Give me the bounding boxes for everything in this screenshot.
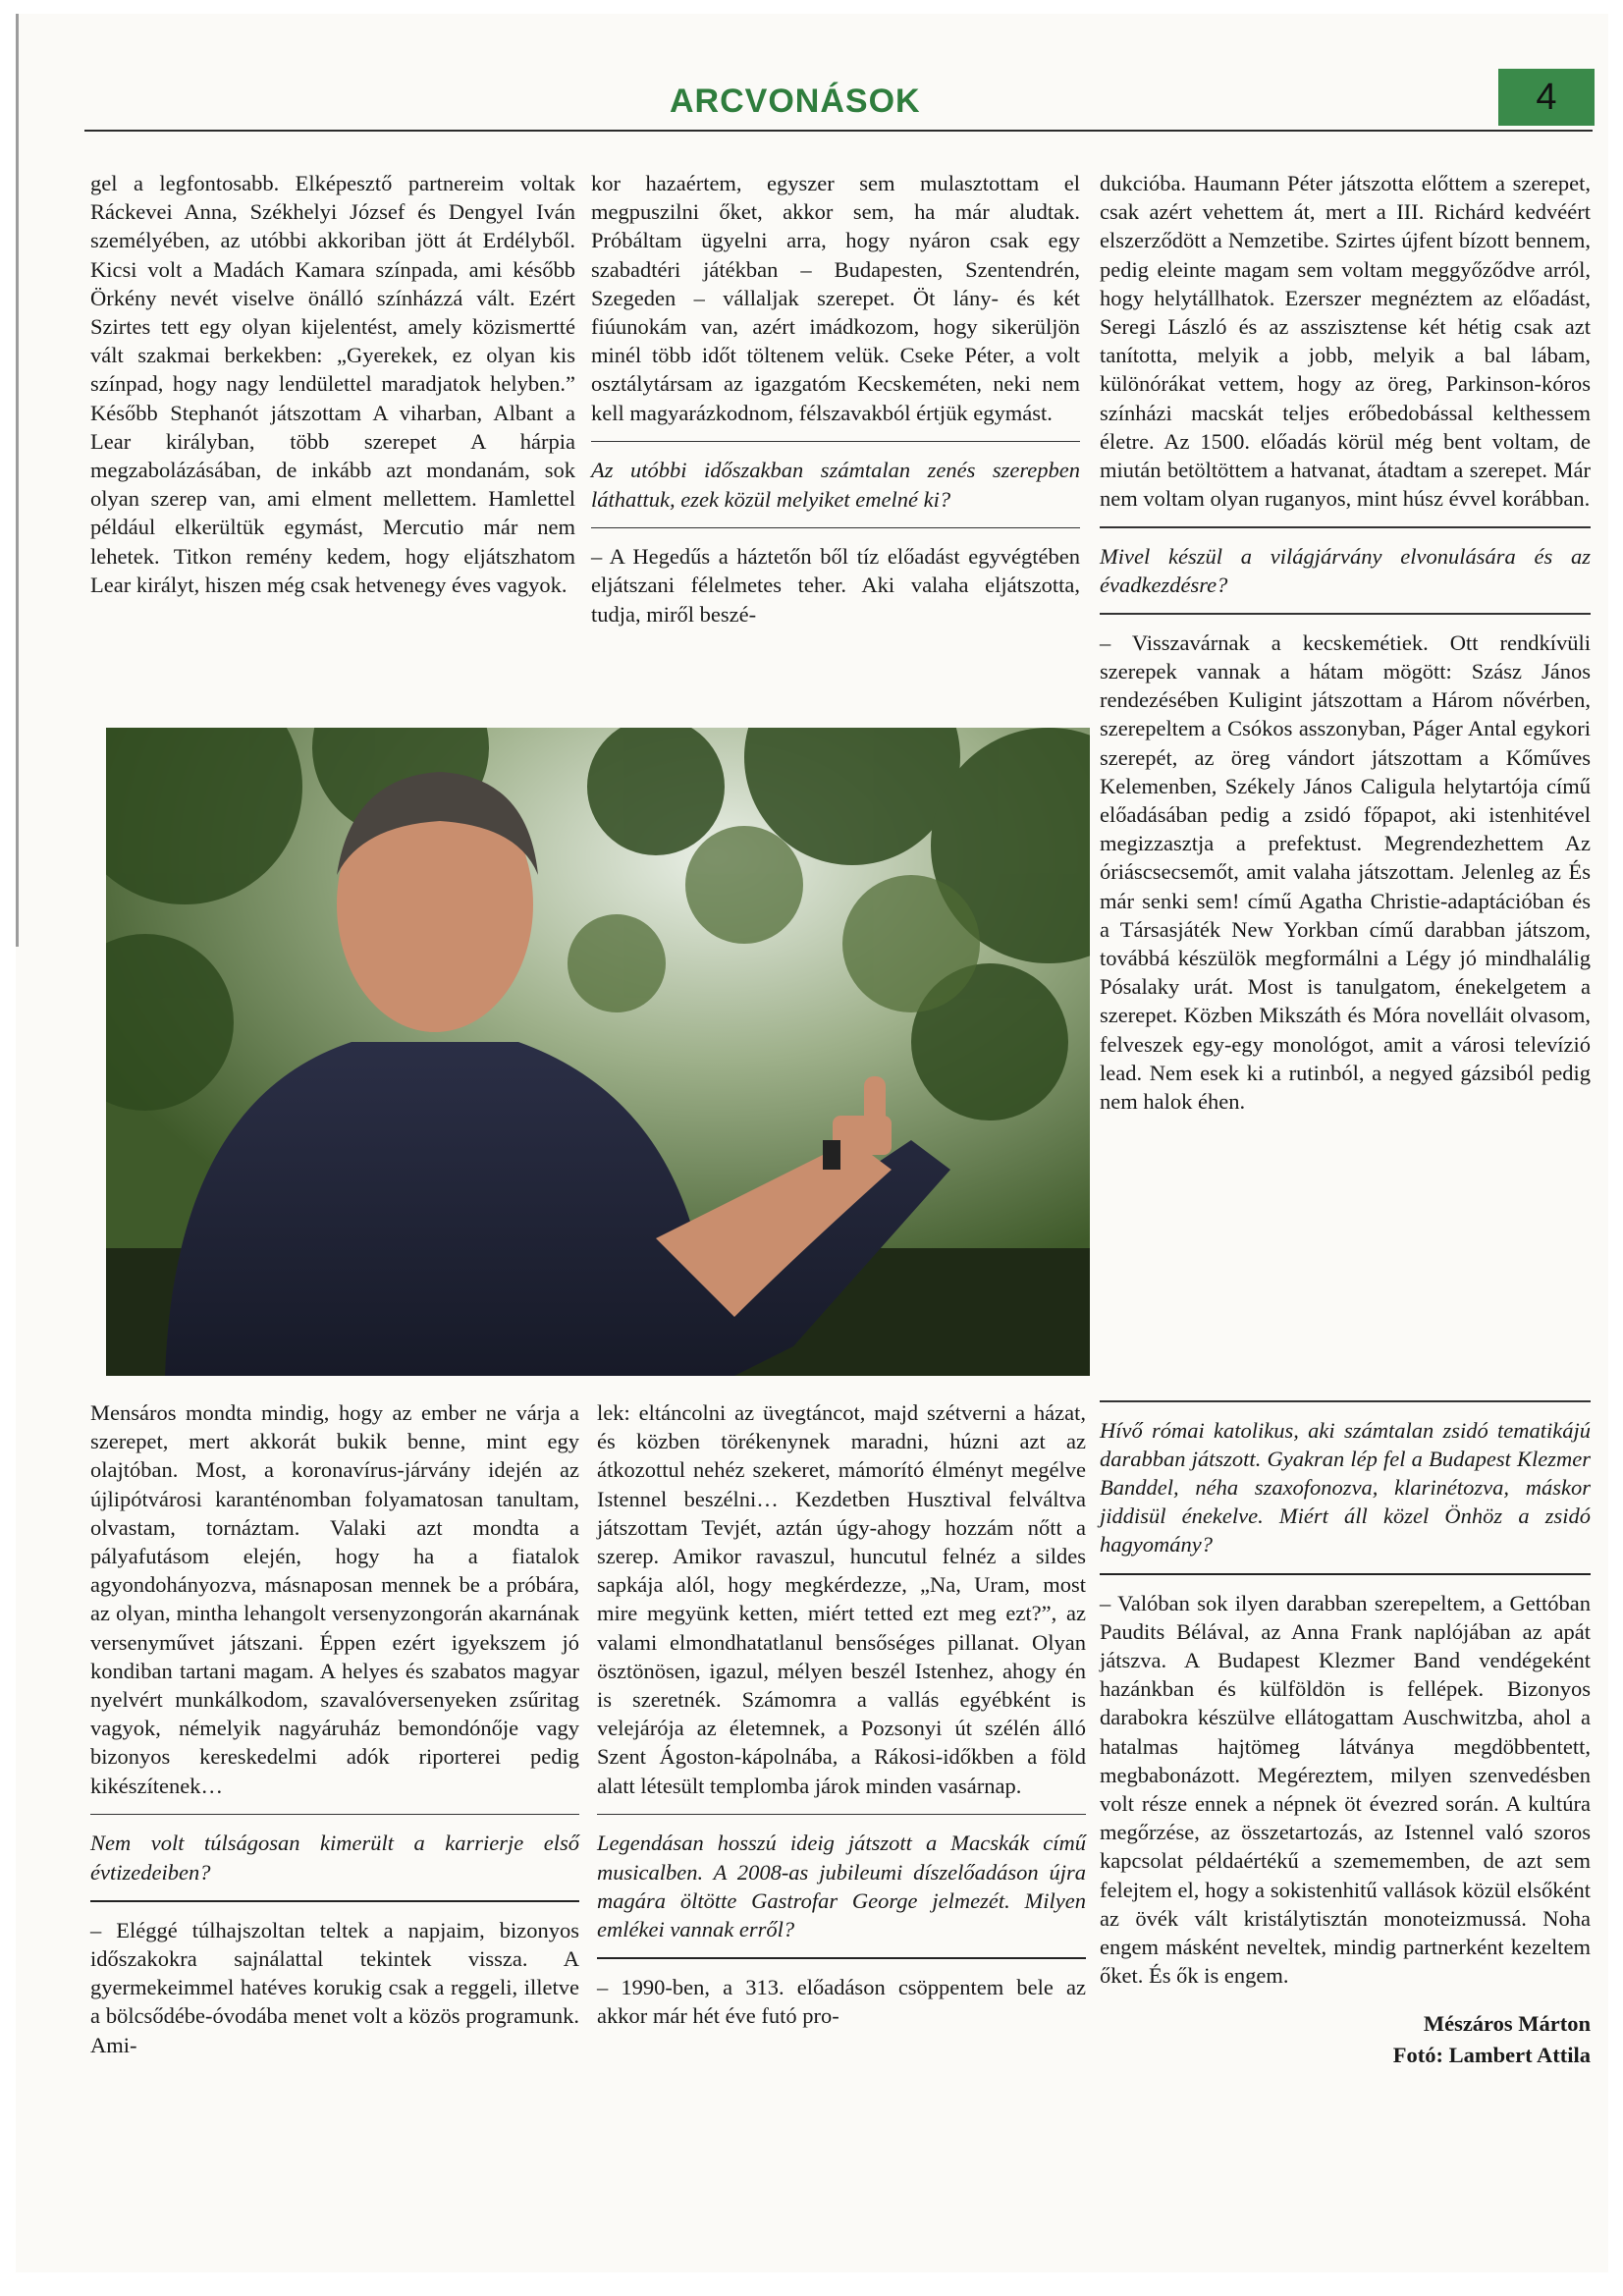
divider [90, 1814, 579, 1816]
paragraph: – A Hegedűs a háztetőn ből tíz előadást egyvégtében eljátszani félelmetes teher. Aki valaha eljátszotta, tudja, miről beszé- [591, 544, 1080, 627]
column-1-top [90, 169, 575, 599]
author-name: Mészáros Márton [1423, 2011, 1591, 2037]
divider [90, 1900, 579, 1902]
divider [591, 527, 1080, 529]
column-1-bottom [90, 1398, 579, 2059]
page-number: 4 [1498, 69, 1595, 126]
interview-question: Mivel készül a világjárvány elvonulására és az évadkezdésre? [1100, 543, 1591, 598]
man-gesturing-thumb-photo [106, 728, 1090, 1376]
interview-question: Legendásan hosszú ideig játszott a Macskák című musicalben. A 2008-as jubileumi díszelőadáson újra magára öltötte Gastrofar George jelmezét. Milyen emlékei vannak erről? [597, 1831, 1086, 1941]
divider [591, 441, 1080, 443]
column-2-top [591, 169, 1080, 629]
paragraph: – Valóban sok ilyen darabban szerepeltem, a Gettóban Paudits Bélával, az Anna Frank naplójában az apát játszva. A Budapest Klezmer Band vendégeként hazánkban és külföldön is fellépek. Bizonyos darabokra készülve ellátogattam Auschwitzba, ahol a hatalmas hajtömeg látványa megdöbbentett, megbabonázott. Megéreztem, milyen szenvedésben volt része ennek a népnek öt évezred során. A kultúra megőrzése, az összetartozás, az Istennel való szoros kapcsolat példaértékű a szemememben, de azt sem felejtem el, hogy a sokistenhitű vallások közül elsőként az övék vált kristálytisztán monoteizmussá. Noha engem másként neveltek, mindig partnerként kezeltem őket. És ők is engem. [1100, 1590, 1591, 1989]
divider [1100, 1573, 1591, 1575]
divider [1100, 526, 1591, 528]
scan-edge [16, 14, 19, 947]
paragraph: – 1990-ben, a 313. előadáson csöppentem bele az akkor már hét éve futó pro- [597, 1975, 1086, 2029]
interview-question: Nem volt túlságosan kimerült a karrierje első évtizedeiben? [90, 1831, 579, 1885]
paragraph: – Visszavárnak a kecskemétiek. Ott rendkívüli szerepek vannak a hátam mögött: Szász János rendezésében Kuligint játszottam a Három nővérben, szerepeltem a Csókos asszonyban, Páger Antal egykori szerepét, az öreg vándort játszottam a Kőműves Kelemenben, Székely János Caligula helytartója című előadásában pedig a zsidó főpapot, aki istenhitével megizzasztja a prefektust. Megrendezhettem Az óriáscsecsemőt, amit valaha játszottam. Jelenleg az És már senki sem! című Agatha Christie-adaptációban és a Társasjáték New Yorkban című darabban játszom, továbbá készülök megformálni a Légy jó mindhalálig Pósalaky urát. Most is tanulgatom, énekelgetem a szerepet. Közben Mikszáth és Móra novelláit olvasom, felveszek egy-egy monológot, amit a városi televízió lead. Nem esek ki a rutinból, a negyed gázsiból pedig nem halok éhen. [1100, 629, 1591, 1115]
paragraph: Mensáros mondta mindig, hogy az ember ne várja a szerepet, mert akkorát bukik benne, mint egy olajtóban. Most, a koronavírus-járvány idején az újlipótvárosi karanténomban folyamatosan tanultam, olvastam, tornáztam. Valaki azt mondta a pályafutásom elején, hogy ha a fiatalok agyondohányozva, másnaposan mennek be a próbára, az olyan, mintha lehangolt versenyzongorán akarnának versenyművet játszani. Éppen ezért igyekszem jó kondiban tartani magam. A helyes és szabatos magyar nyelvért munkálkodom, szavalóversenyeken zsűritag vagyok, némelyik nagyáruház bemondónője vagy bizonyos kereskedelmi adók riporterei pedig kikészítenek… [90, 1400, 579, 1798]
header-rule [84, 130, 1593, 132]
column-2-bottom [597, 1398, 1086, 2031]
divider [597, 1814, 1086, 1816]
column-3-top [1100, 169, 1591, 1116]
divider [1100, 613, 1591, 615]
paragraph: lek: eltáncolni az üvegtáncot, majd szétverni a házat, és közben törékenynek maradni, húzni azt az átkozottul nehéz szekeret, mámorító élményt megélve Istennel beszélni… Kezdetben Husztival felváltva játszottam Tevjét, aztán úgy-ahogy hozzám nőtt a szerep. Amikor ravaszul, huncutul felnéz a sildes sapkája alól, hogy megkérdezze, „Na, Uram, most mire megyünk ketten, miért tetted ezt meg ezt?”, az valami elmondhatatlanul bensőséges pillanat. Olyan ösztönösen, igazul, mélyen beszél Istenhez, ahogy én is szeretnék. Számomra a vallás egyébként is velejárója az életemnek, a Pozsonyi út szélén álló Szent Ágoston-kápolnába, a Rákosi-időkben a föld alatt létesült templomba járok minden vasárnap. [597, 1400, 1086, 1798]
column-3-bottom [1100, 1387, 1591, 2069]
paragraph: gel a legfontosabb. Elképesztő partnereim voltak Ráckevei Anna, Székhelyi József és Dengyel Iván személyében, az utóbbi akkoriban jött át Erdélyből. Kicsi volt a Madách Kamara színpada, ami később Örkény nevét viselve önálló színházzá vált. Ezért Szirtes tett egy olyan kijelentést, amely közismertté vált szakmai berkekben: „Gyerekek, ez olyan kis színpad, hogy nagy lendülettel maradjatok helyben.” Később Stephanót játszottam A viharban, Albant a Lear királyban, több szerepet A hárpia megzabolázásában, de inkább azt mondanám, sok olyan szerep van, ami elment mellettem. Hamlettel például elkerültük egymást, Mercutio már nem lehetek. Titkon remény kedem, hogy eljátszhatom Lear királyt, hiszen még csak hetvenegy éves vagyok. [90, 171, 575, 597]
photo-credit: Fotó: Lambert Attila [1392, 2042, 1591, 2067]
interview-question: Az utóbbi időszakban számtalan zenés szerepben láthattuk, ezek közül melyiket emelné ki? [591, 458, 1080, 512]
newspaper-page [16, 14, 1608, 2272]
paragraph: kor hazaértem, egyszer sem mulasztottam el megpuszilni őket, akkor sem, ha már aludtak. Próbáltam ügyelni arra, hogy nyáron csak egy szabadtéri játékban – Budapesten, Szentendrén, Szegeden – vállaljak szerepet. Öt lány- és két fiúunokám van, azért imádkozom, hogy sikerüljön minél több időt töltenem velük. Cseke Péter, a volt osztálytársam az igazgatóm Kecskeméten, neki nem kell magyarázkodnom, félszavakból értjük egymást. [591, 171, 1080, 425]
section-title: ARCVONÁSOK [670, 82, 921, 120]
paragraph: – Eléggé túlhajszoltan teltek a napjaim, bizonyos időszakokra sajnálattal tekintek vissza. A gyermekeimmel hatéves korukig csak a reggeli, illetve a bölcsődébe-óvodába menet volt a közös programunk. Ami- [90, 1917, 579, 2057]
photo-illustration [106, 728, 1090, 1376]
interview-question: Hívő római katolikus, aki számtalan zsidó tematikájú darabban játszott. Gyakran lép fel a Budapest Klezmer Banddel, néha szaxofonozva, klarinétozva, máskor jiddisül énekelve. Miért áll közel Önhöz a zsidó hagyomány? [1100, 1417, 1591, 1558]
divider [597, 1957, 1086, 1959]
divider [1100, 1400, 1591, 1402]
paragraph: dukcióba. Haumann Péter játszotta előttem a szerepet, csak azért vehettem át, mert a III. Richárd kedvéért elszerződött a Nemzetibe. Szirtes újfent bízott bennem, pedig eleinte magam sem voltam meggyőződve arról, hogy helytállhatok. Ezerszer megnéztem az előadást, Seregi László és az asszisztense két hétig csak azt tanította, melyik a jobb, melyik a bal lábam, különórákat vettem, hogy az öreg, Parkinson-kóros színházi macskát teljes erőbedobással kelthessem életre. Az 1500. előadás körül még bent voltam, de miután betöltöttem a hatvanat, átadtam a szerepet. Már nem voltam olyan ruganyos, mint húsz évvel korábban. [1100, 171, 1591, 512]
